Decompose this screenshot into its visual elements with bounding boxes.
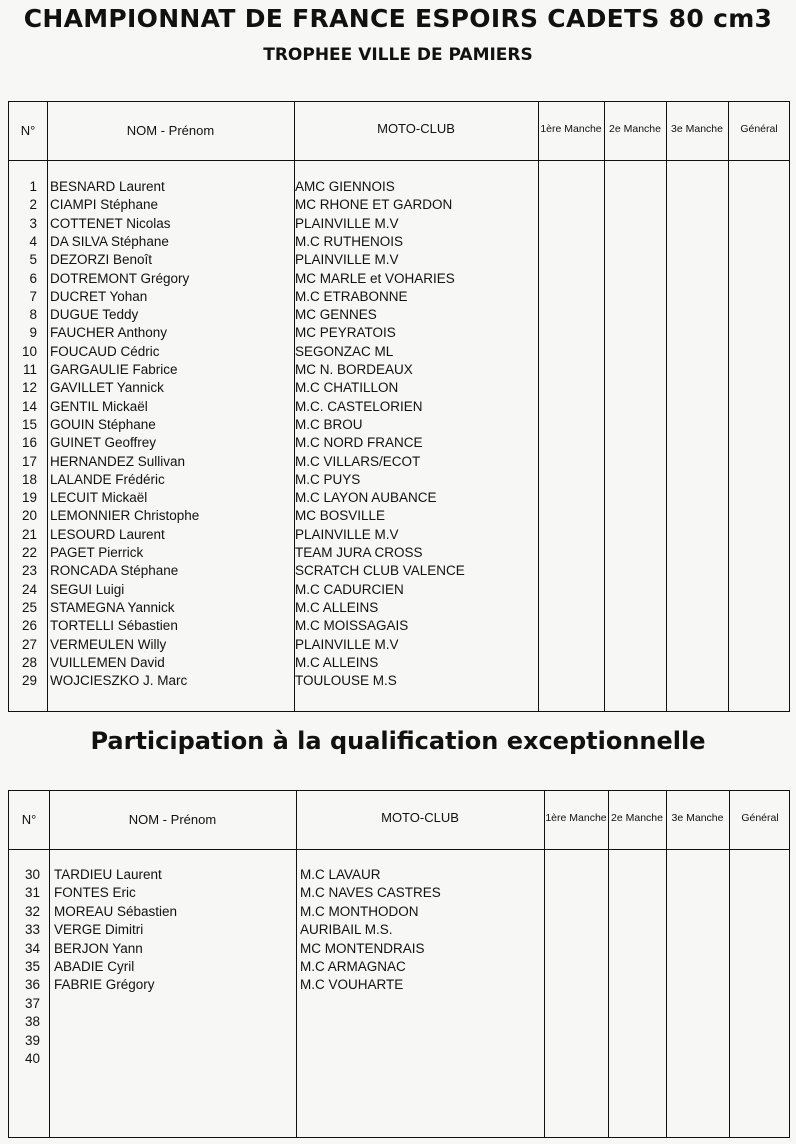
table-row	[9, 489, 789, 507]
section-title-qualification: Participation à la qualification exceptionnelle	[90, 727, 706, 755]
rider-name: PAGET Pierrick	[50, 545, 144, 560]
rider-number: 35	[24, 959, 40, 974]
header-num: N°	[21, 812, 37, 827]
rider-number: 17	[21, 453, 37, 469]
rider-name: FOUCAUD Cédric	[50, 343, 160, 359]
rider-club: M.C VOUHARTE	[300, 977, 404, 993]
rider-number: 14	[21, 398, 37, 414]
rider-name: RONCADA Stéphane	[50, 563, 179, 579]
table-row	[9, 1032, 789, 1050]
rider-club: M.C ALLEINS	[295, 654, 379, 670]
rider-name: SEGUI Luigi	[50, 581, 125, 597]
table-row	[9, 599, 789, 617]
header-num: N°	[20, 123, 36, 138]
table-row	[9, 544, 789, 562]
table-row	[9, 288, 789, 306]
rider-club: PLAINVILLE M.V	[295, 252, 399, 268]
table-row	[9, 921, 789, 939]
rider-name: TORTELLI Sébastien	[50, 618, 178, 634]
rider-number: 5	[29, 252, 37, 268]
rider-number: 12	[21, 380, 37, 396]
table-row	[9, 270, 789, 288]
rider-name: BESNARD Laurent	[50, 179, 165, 194]
rider-name: BERJON Yann	[54, 940, 143, 956]
table-row	[9, 379, 789, 397]
table-row	[9, 866, 789, 884]
table-row	[9, 306, 789, 324]
header-club: MOTO-CLUB	[377, 121, 455, 136]
rider-number: 36	[24, 977, 40, 993]
header-manche-1: 1ère Manche	[540, 123, 602, 135]
rider-name: FABRIE Grégory	[54, 977, 155, 993]
table-row	[9, 976, 789, 994]
rider-number: 21	[21, 526, 37, 542]
table-row	[9, 636, 789, 654]
table-row	[9, 903, 789, 921]
rider-number: 29	[21, 673, 37, 689]
rider-number: 8	[29, 307, 37, 323]
table-row	[9, 995, 789, 1013]
rider-club: MC GENNES	[295, 307, 377, 323]
page-title: CHAMPIONNAT DE FRANCE ESPOIRS CADETS 80 cm3	[23, 4, 773, 33]
header-general: Général	[741, 812, 779, 824]
results-table-qualification	[8, 790, 790, 1138]
results-table-main	[8, 101, 790, 712]
table-row	[9, 324, 789, 342]
rider-name: ABADIE Cyril	[54, 959, 135, 974]
rider-number: 6	[29, 270, 37, 286]
rider-number: 37	[24, 995, 40, 1011]
rider-club: PLAINVILLE M.V	[295, 636, 399, 652]
rider-name: GOUIN Stéphane	[50, 416, 156, 432]
rider-name: LEMONNIER Christophe	[50, 508, 200, 524]
rider-club: M.C NORD FRANCE	[295, 435, 423, 451]
rider-number: 22	[21, 545, 37, 560]
rider-name: VERGE Dimitri	[54, 922, 144, 938]
rider-club: MC MARLE et VOHARIES	[295, 270, 455, 286]
header-club: MOTO-CLUB	[381, 810, 459, 825]
rider-name: VERMEULEN Willy	[50, 636, 167, 652]
table-row	[9, 215, 789, 233]
rider-number: 7	[29, 288, 37, 304]
rider-name: STAMEGNA Yannick	[50, 599, 175, 615]
rider-club: M.C CHATILLON	[295, 380, 399, 396]
rider-name: LECUIT Mickaël	[50, 490, 148, 506]
header-manche-2: 2e Manche	[611, 812, 663, 824]
rider-club: M.C PUYS	[295, 471, 361, 487]
table-row	[9, 581, 789, 599]
rider-name: WOJCIESZKO J. Marc	[50, 673, 188, 689]
rider-number: 32	[24, 903, 40, 919]
header-name: NOM - Prénom	[126, 123, 215, 138]
rider-club: M.C VILLARS/ECOT	[295, 453, 421, 469]
table-row	[9, 343, 789, 361]
table-row	[9, 453, 789, 471]
table-row	[9, 940, 789, 958]
rider-club: SEGONZAC ML	[295, 343, 394, 359]
rider-number: 9	[29, 325, 37, 341]
rider-number: 4	[29, 233, 37, 249]
rider-club: M.C MONTHODON	[300, 903, 419, 919]
rider-number: 11	[22, 362, 37, 377]
rider-name: DUGUE Teddy	[50, 307, 139, 323]
table-row	[9, 471, 789, 489]
rider-name: COTTENET Nicolas	[50, 215, 171, 231]
header-manche-2: 2e Manche	[609, 123, 661, 135]
rider-number: 23	[21, 563, 37, 579]
rider-number: 40	[24, 1051, 40, 1066]
table-row	[9, 672, 789, 690]
rider-name: LALANDE Frédéric	[50, 471, 165, 487]
table-row	[9, 416, 789, 434]
table-row	[9, 884, 789, 902]
rider-club: M.C MOISSAGAIS	[295, 618, 409, 634]
rider-number: 39	[24, 1032, 40, 1048]
rider-name: DUCRET Yohan	[50, 288, 148, 304]
table-row	[9, 526, 789, 544]
rider-club: MC BOSVILLE	[295, 508, 386, 524]
page-subtitle: TROPHEE VILLE DE PAMIERS	[263, 45, 533, 65]
rider-name: HERNANDEZ Sullivan	[50, 453, 186, 469]
rider-number: 24	[21, 581, 37, 597]
rider-club: MC RHONE ET GARDON	[295, 197, 453, 213]
rider-name: GUINET Geoffrey	[50, 435, 157, 451]
rider-club: M.C NAVES CASTRES	[300, 885, 441, 901]
rider-name: VUILLEMEN David	[50, 654, 165, 670]
rider-club: SCRATCH CLUB VALENCE	[295, 563, 465, 579]
rider-number: 31	[24, 885, 40, 901]
table-row	[9, 1013, 789, 1031]
rider-name: TARDIEU Laurent	[54, 867, 162, 882]
table-row	[9, 562, 789, 580]
table-row	[9, 398, 789, 416]
rider-number: 33	[24, 922, 40, 938]
rider-number: 2	[29, 197, 37, 213]
rider-club: TOULOUSE M.S	[295, 673, 397, 689]
rider-number: 19	[21, 490, 37, 506]
rider-number: 1	[29, 179, 37, 194]
rider-number: 26	[21, 618, 37, 634]
rider-number: 38	[24, 1014, 40, 1030]
rider-name: LESOURD Laurent	[50, 526, 165, 542]
table-row	[9, 178, 789, 196]
rider-club: MC PEYRATOIS	[295, 325, 396, 341]
rider-name: GARGAULIE Fabrice	[50, 362, 178, 377]
table-row	[9, 1050, 789, 1068]
rider-name: GAVILLET Yannick	[50, 380, 164, 396]
header-general: Général	[740, 123, 778, 135]
rider-number: 20	[21, 508, 37, 524]
rider-club: M.C CADURCIEN	[295, 581, 404, 597]
rider-number: 15	[21, 416, 37, 432]
rider-name: FONTES Eric	[54, 885, 136, 901]
table-row	[9, 617, 789, 635]
table-row	[9, 958, 789, 976]
table-row	[9, 251, 789, 269]
rider-club: M.C RUTHENOIS	[295, 233, 403, 249]
rider-club: MC N. BORDEAUX	[295, 362, 413, 377]
table-row	[9, 196, 789, 214]
table-row	[9, 654, 789, 672]
rider-club: PLAINVILLE M.V	[295, 526, 399, 542]
header-manche-3: 3e Manche	[671, 123, 723, 135]
table-row	[9, 434, 789, 452]
rider-club: M.C BROU	[295, 416, 363, 432]
rider-number: 18	[21, 471, 37, 487]
rider-name: DOTREMONT Grégory	[50, 270, 190, 286]
rider-name: DA SILVA Stéphane	[50, 233, 169, 249]
rider-number: 27	[21, 636, 37, 652]
rider-club: PLAINVILLE M.V	[295, 215, 399, 231]
rider-number: 3	[29, 215, 37, 231]
rider-name: CIAMPI Stéphane	[50, 197, 159, 213]
rider-club: M.C ETRABONNE	[295, 288, 408, 304]
rider-club: M.C ALLEINS	[295, 599, 379, 615]
table-row	[9, 361, 789, 379]
rider-number: 28	[21, 654, 37, 670]
rider-club: M.C LAYON AUBANCE	[295, 490, 437, 506]
rider-name: MOREAU Sébastien	[54, 903, 178, 919]
rider-club: M.C LAVAUR	[300, 867, 381, 882]
rider-club: AURIBAIL M.S.	[300, 922, 393, 938]
table-row	[9, 507, 789, 525]
rider-number: 34	[24, 940, 40, 956]
rider-number: 25	[21, 599, 37, 615]
rider-club: MC MONTENDRAIS	[300, 940, 425, 956]
rider-name: FAUCHER Anthony	[50, 325, 168, 341]
rider-number: 10	[21, 343, 37, 359]
header-name: NOM - Prénom	[128, 812, 217, 827]
rider-number: 30	[24, 867, 40, 882]
rider-number: 16	[21, 435, 37, 451]
rider-name: GENTIL Mickaël	[50, 398, 148, 414]
rider-club: M.C ARMAGNAC	[300, 959, 406, 974]
header-manche-1: 1ère Manche	[545, 812, 607, 824]
header-manche-3: 3e Manche	[671, 812, 724, 824]
rider-club: TEAM JURA CROSS	[295, 545, 423, 560]
table-row	[9, 233, 789, 251]
rider-club: M.C. CASTELORIEN	[295, 398, 423, 414]
rider-name: DEZORZI Benoît	[50, 252, 153, 268]
rider-club: AMC GIENNOIS	[295, 179, 395, 194]
